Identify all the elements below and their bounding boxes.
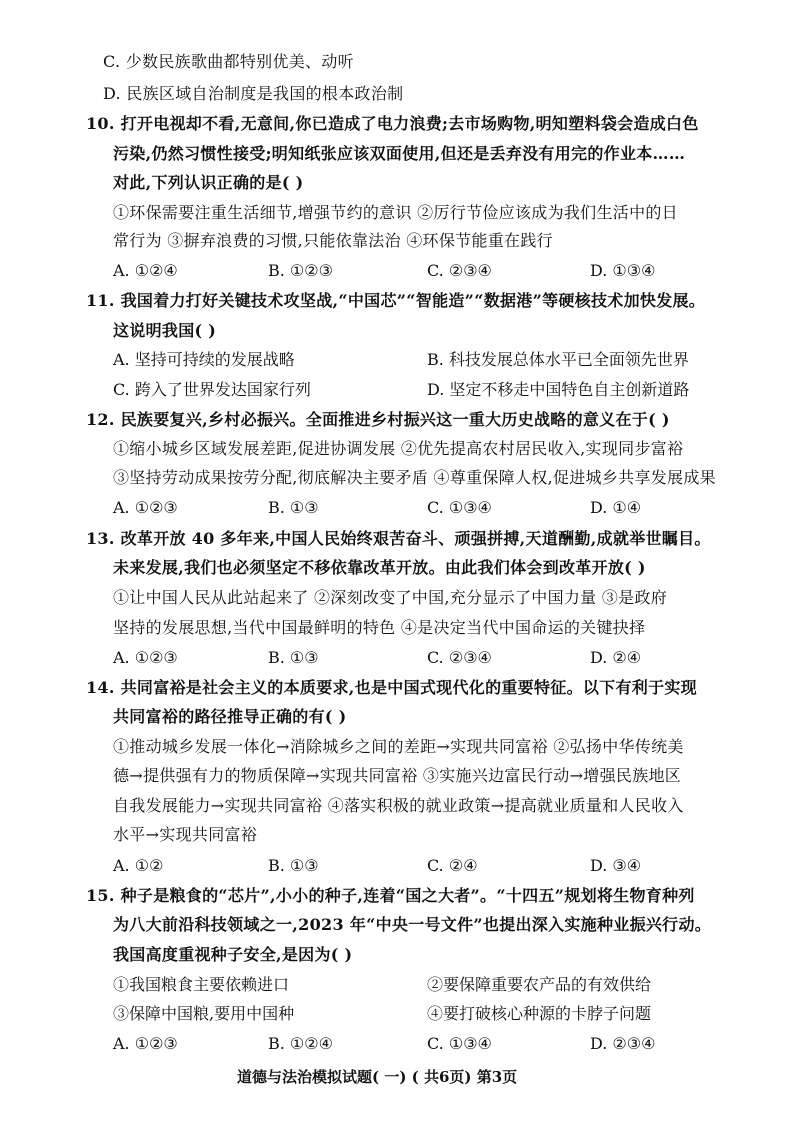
q11-line-1: 11. 我国着力打好关键技术攻坚战,“中国芯”“智能造”“数据港”等硬核技术加快发展。	[86, 291, 706, 310]
q14-statement-line-4: 水平→实现共同富裕	[113, 825, 258, 844]
q12-option-b: B. ①③	[268, 498, 319, 517]
q10-statement-line-1: ①环保需要注重生活细节,增强节约的意识 ②厉行节俭应该成为我们生活中的日	[113, 203, 678, 222]
prev-option-c: C. 少数民族歌曲都特别优美、动听	[103, 52, 354, 71]
q15-line-3: 我国高度重视种子安全,是因为( )	[113, 945, 353, 964]
q14-option-a: A. ①②	[113, 856, 164, 875]
q13-option-b: B. ①③	[268, 648, 319, 667]
q13-statement-line-2: 坚持的发展思想,当代中国最鲜明的特色 ④是决定当代中国命运的关键抉择	[113, 618, 646, 637]
q11-option-a: A. 坚持可持续的发展战略	[113, 350, 295, 369]
q14-statement-line-3: 自我发展能力→实现共同富裕 ④落实积极的就业政策→提高就业质量和人民收入	[113, 796, 684, 815]
q11-option-b: B. 科技发展总体水平已全面领先世界	[427, 350, 689, 369]
q14-line-2: 共同富裕的路径推导正确的有( )	[113, 707, 347, 726]
q10-line-1: 10. 打开电视却不看,无意间,你已造成了电力浪费;去市场购物,明知塑料袋会造成白色	[86, 114, 699, 133]
page-footer: 道德与法治模拟试题( 一) ( 共6页) 第3页	[237, 1068, 518, 1086]
q15-line-1: 15. 种子是粮食的“芯片”,小小的种子,连着“国之大者”。“十四五”规划将生物育种列	[86, 886, 695, 905]
q13-option-c: C. ②③④	[427, 648, 492, 667]
q15-statement-4: ④要打破核心种源的卡脖子问题	[427, 1004, 652, 1023]
q15-option-b: B. ①②④	[268, 1034, 333, 1053]
q15-statement-3: ③保障中国粮,要用中国种	[113, 1004, 295, 1023]
q10-option-c: C. ②③④	[427, 261, 492, 280]
q13-line-2: 未来发展,我们也必须坚定不移依靠改革开放。由此我们体会到改革开放( )	[113, 558, 646, 577]
q15-option-a: A. ①②③	[113, 1034, 178, 1053]
prev-option-d: D. 民族区域自治制度是我国的根本政治制	[103, 84, 404, 103]
q12-option-c: C. ①③④	[427, 498, 492, 517]
q10-line-3: 对此,下列认识正确的是( )	[113, 173, 304, 192]
q14-statement-line-1: ①推动城乡发展一体化→消除城乡之间的差距→实现共同富裕 ②弘扬中华传统美	[113, 737, 684, 756]
q14-option-c: C. ②④	[427, 856, 478, 875]
q10-option-b: B. ①②③	[268, 261, 333, 280]
q10-option-a: A. ①②④	[113, 261, 178, 280]
q15-statement-2: ②要保障重要农产品的有效供给	[427, 975, 652, 994]
q13-option-d: D. ②④	[590, 648, 642, 667]
q15-line-2: 为八大前沿科技领域之一,2023 年“中央一号文件”也提出深入实施种业振兴行动。	[113, 915, 712, 934]
q13-option-a: A. ①②③	[113, 648, 178, 667]
q15-option-c: C. ①③④	[427, 1034, 492, 1053]
q10-line-2: 污染,仍然习惯性接受;明知纸张应该双面使用,但还是丢弃没有用完的作业本……	[113, 144, 686, 163]
q11-option-c: C. 跨入了世界发达国家行列	[113, 380, 311, 399]
q13-statement-line-1: ①让中国人民从此站起来了 ②深刻改变了中国,充分显示了中国力量 ③是政府	[113, 588, 668, 607]
q12-option-d: D. ①④	[590, 498, 642, 517]
q11-option-d: D. 坚定不移走中国特色自主创新道路	[427, 380, 690, 399]
q14-line-1: 14. 共同富裕是社会主义的本质要求,也是中国式现代化的重要特征。以下有利于实现	[86, 678, 697, 697]
q12-line-1: 12. 民族要复兴,乡村必振兴。全面推进乡村振兴这一重大历史战略的意义在于( )	[86, 410, 670, 429]
q12-statement-line-2: ③坚持劳动成果按劳分配,彻底解决主要矛盾 ④尊重保障人权,促进城乡共享发展成果	[113, 468, 716, 487]
q14-option-b: B. ①③	[268, 856, 319, 875]
q14-statement-line-2: 德→提供强有力的物质保障→实现共同富裕 ③实施兴边富民行动→增强民族地区	[113, 766, 682, 785]
q12-option-a: A. ①②③	[113, 498, 178, 517]
q13-line-1: 13. 改革开放 40 多年来,中国人民始终艰苦奋斗、顽强拼搏,天道酬勤,成就举世瞩目。	[86, 529, 711, 548]
q10-statement-line-2: 常行为 ③摒弃浪费的习惯,只能依靠法治 ④环保节能重在践行	[113, 231, 553, 250]
q15-option-d: D. ②③④	[590, 1034, 656, 1053]
q14-option-d: D. ③④	[590, 856, 642, 875]
q15-statement-1: ①我国粮食主要依赖进口	[113, 975, 290, 994]
q10-option-d: D. ①③④	[590, 261, 656, 280]
q11-line-2: 这说明我国( )	[113, 321, 217, 340]
q12-statement-line-1: ①缩小城乡区域发展差距,促进协调发展 ②优先提高农村居民收入,实现同步富裕	[113, 439, 684, 458]
